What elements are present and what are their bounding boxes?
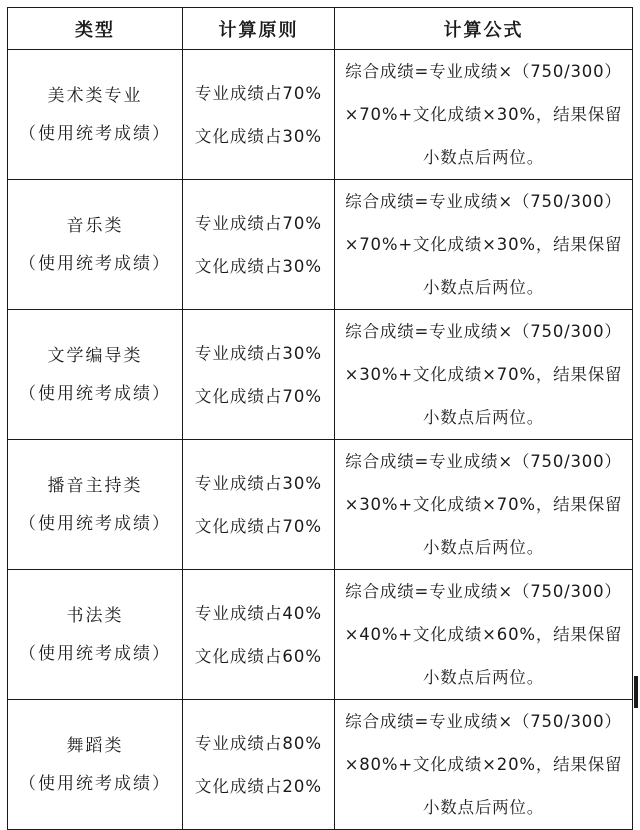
type-name: 音乐类: [66, 215, 124, 236]
type-name: 播音主持类: [47, 475, 143, 496]
formula-text: 综合成绩=专业成绩×（750/300）×30%+文化成绩×70%，结果保留小数点后两位。: [344, 452, 623, 557]
formula-text: 综合成绩=专业成绩×（750/300）×80%+文化成绩×20%，结果保留小数点后两位。: [344, 712, 623, 817]
table-row: [8, 180, 633, 310]
formula-cell: [335, 50, 633, 180]
type-note: （使用统考成绩）: [19, 123, 171, 144]
score-table: [7, 7, 633, 830]
formula-cell: [335, 180, 633, 310]
table-row: [8, 310, 633, 440]
rule-line: 文化成绩占20%: [194, 776, 323, 796]
type-cell: [8, 700, 183, 830]
type-note: （使用统考成绩）: [19, 773, 171, 794]
table-row: [8, 700, 633, 830]
rule-line: 专业成绩占30%: [194, 343, 323, 363]
header-row: [8, 8, 633, 50]
formula-cell: [335, 700, 633, 830]
header-rule: 计算原则: [183, 8, 335, 50]
header-formula: 计算公式: [335, 8, 633, 50]
type-cell: [8, 310, 183, 440]
type-cell: [8, 440, 183, 570]
table-row: [8, 440, 633, 570]
formula-cell: [335, 310, 633, 440]
type-name: 书法类: [66, 605, 124, 626]
rule-line: 文化成绩占30%: [194, 256, 323, 276]
formula-cell: [335, 440, 633, 570]
type-note: （使用统考成绩）: [19, 643, 171, 664]
rule-line: 文化成绩占60%: [194, 646, 323, 666]
formula-text: 综合成绩=专业成绩×（750/300）×40%+文化成绩×60%，结果保留小数点后两位。: [344, 582, 623, 687]
rule-cell: [183, 310, 335, 440]
type-cell: [8, 570, 183, 700]
edge-divider: [634, 676, 638, 708]
rule-line: 专业成绩占80%: [194, 733, 323, 753]
rule-line: 专业成绩占70%: [194, 213, 323, 233]
type-name: 舞蹈类: [66, 735, 124, 756]
rule-cell: [183, 570, 335, 700]
type-note: （使用统考成绩）: [19, 253, 171, 274]
table-row: [8, 50, 633, 180]
rule-line: 文化成绩占30%: [194, 126, 323, 146]
formula-text: 综合成绩=专业成绩×（750/300）×30%+文化成绩×70%，结果保留小数点后两位。: [344, 322, 623, 427]
rule-line: 专业成绩占70%: [194, 83, 323, 103]
formula-text: 综合成绩=专业成绩×（750/300）×70%+文化成绩×30%，结果保留小数点后两位。: [344, 192, 623, 297]
table-row: [8, 570, 633, 700]
rule-line: 文化成绩占70%: [194, 386, 323, 406]
rule-cell: [183, 700, 335, 830]
rule-line: 专业成绩占40%: [194, 603, 323, 623]
header-type: 类型: [8, 8, 183, 50]
rule-line: 专业成绩占30%: [194, 473, 323, 493]
type-cell: [8, 50, 183, 180]
rule-line: 文化成绩占70%: [194, 516, 323, 536]
type-note: （使用统考成绩）: [19, 383, 171, 404]
formula-text: 综合成绩=专业成绩×（750/300）×70%+文化成绩×30%，结果保留小数点后两位。: [344, 62, 623, 167]
type-note: （使用统考成绩）: [19, 513, 171, 534]
type-name: 文学编导类: [47, 345, 143, 366]
rule-cell: [183, 50, 335, 180]
type-cell: [8, 180, 183, 310]
rule-cell: [183, 440, 335, 570]
formula-cell: [335, 570, 633, 700]
rule-cell: [183, 180, 335, 310]
type-name: 美术类专业: [47, 85, 143, 106]
